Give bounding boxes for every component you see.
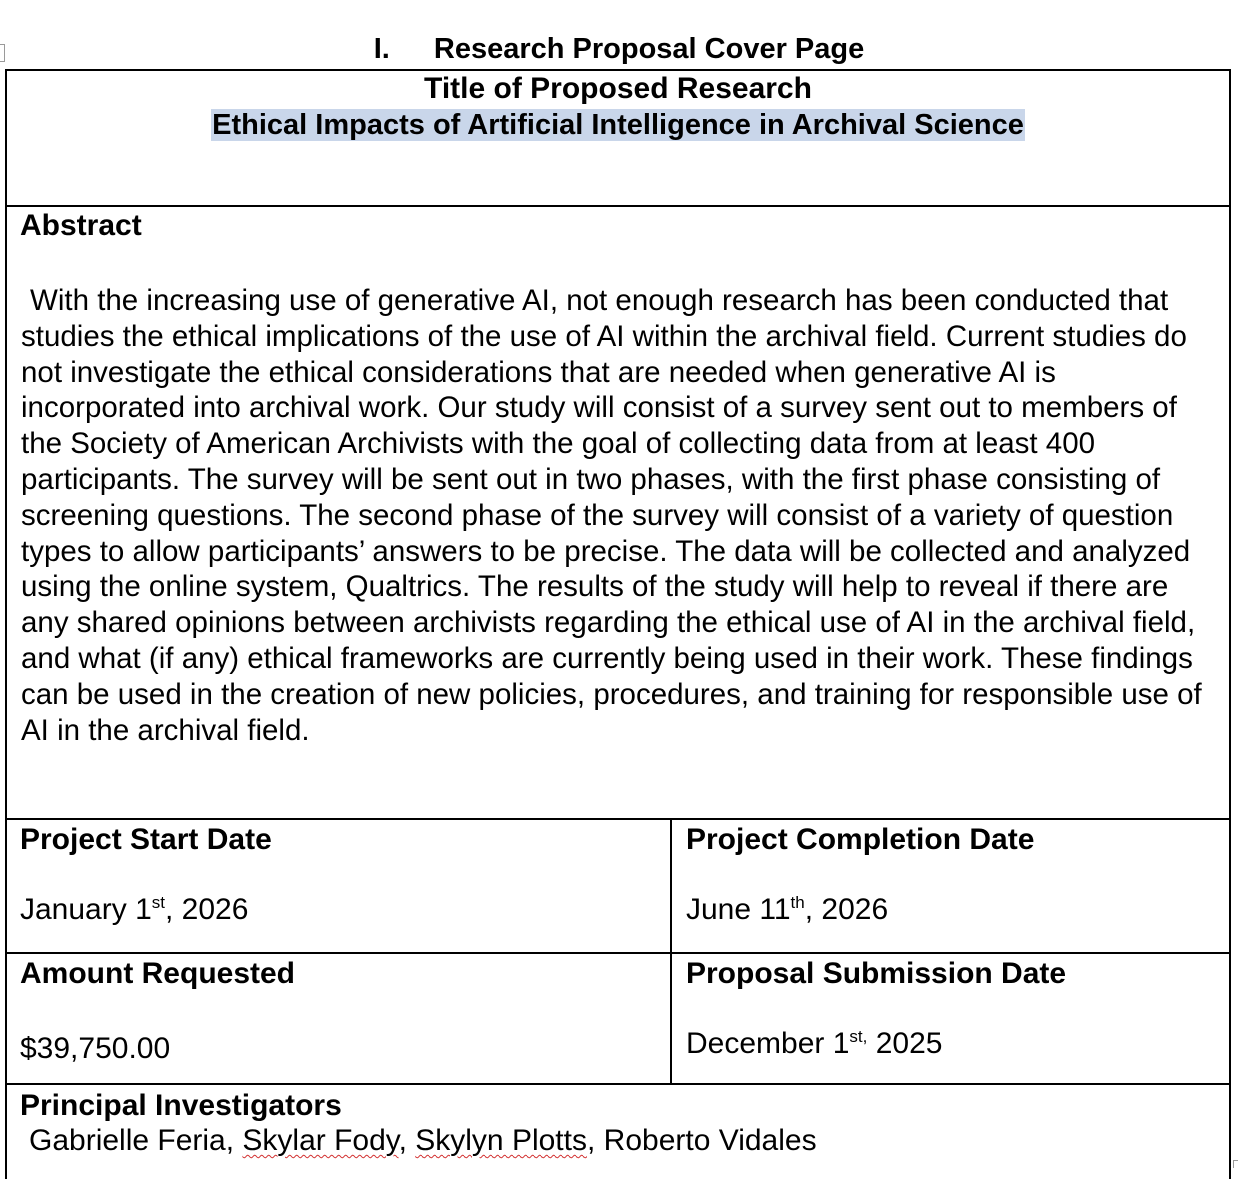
project-start-year: , 2026 xyxy=(164,893,249,926)
section-heading xyxy=(0,32,1238,66)
project-start-label: Project Start Date xyxy=(20,823,272,856)
principal-investigators-label: Principal Investigators xyxy=(20,1089,342,1122)
ordinal-suffix: st xyxy=(151,893,165,912)
page-corner-mark xyxy=(1233,1160,1238,1168)
row-divider xyxy=(7,205,1229,207)
submission-day: December 1 xyxy=(686,1027,850,1060)
investigator-name: Roberto Vidales xyxy=(603,1124,817,1157)
row-divider xyxy=(7,818,1229,820)
research-title[interactable] xyxy=(7,108,1229,143)
section-number: I. xyxy=(373,33,390,65)
investigators-names[interactable] xyxy=(29,1124,817,1158)
cover-page-table xyxy=(5,69,1231,1179)
investigator-name: Gabrielle Feria xyxy=(29,1124,226,1157)
title-label: Title of Proposed Research xyxy=(424,72,812,105)
row-divider xyxy=(7,1083,1229,1085)
investigator-name: Skylar Fody xyxy=(242,1124,399,1157)
project-completion-year: , 2026 xyxy=(804,893,889,926)
project-completion-value[interactable] xyxy=(686,892,888,928)
name-separator: , xyxy=(586,1124,604,1157)
submission-year: 2025 xyxy=(867,1027,943,1060)
project-start-value[interactable] xyxy=(20,892,248,928)
name-separator: , xyxy=(398,1124,416,1157)
project-completion-label: Project Completion Date xyxy=(686,823,1035,856)
ordinal-suffix: st, xyxy=(849,1027,868,1046)
research-title-text[interactable]: Ethical Impacts of Artificial Intelligence in Archival Science xyxy=(212,109,1024,141)
project-start-day: January 1 xyxy=(20,893,152,926)
investigator-name: Skylyn Plotts xyxy=(415,1124,587,1157)
ordinal-suffix: th xyxy=(790,893,805,912)
abstract-text[interactable]: With the increasing use of generative AI, not enough research has been conducted that studies the ethical implications of the use of AI within the archival field. Current studies do not investigate the ethical considerations that are needed when generative AI is incorporated into archival work. Our study will consist of a survey sent out to members of the Society of American Archivists with the goal of collecting data from at least 400 participants. The survey will be sent out in two phases, with the first phase consisting of screening questions. The second phase of the survey will consist of a variety of question types to allow participants’ answers to be precise. The data will be collected and analyzed using the online system, Qualtrics. The results of the study will help to reveal if there are any shared opinions between archivists regarding the ethical use of AI in the archival field, and what (if any) ethical frameworks are currently being used in their work. These findings can be used in the creation of new policies, procedures, and training for responsible use of AI in the archival field. xyxy=(21,284,1202,747)
project-completion-day: June 11 xyxy=(686,893,791,926)
amount-requested-label: Amount Requested xyxy=(20,957,296,990)
section-title: Research Proposal Cover Page xyxy=(433,33,865,65)
row-divider xyxy=(7,952,1229,954)
submission-date-value[interactable] xyxy=(686,1026,942,1062)
submission-date-label: Proposal Submission Date xyxy=(686,957,1067,990)
abstract-label: Abstract xyxy=(20,209,142,242)
amount-requested-value[interactable]: $39,750.00 xyxy=(20,1032,171,1065)
name-separator: , xyxy=(225,1124,243,1157)
